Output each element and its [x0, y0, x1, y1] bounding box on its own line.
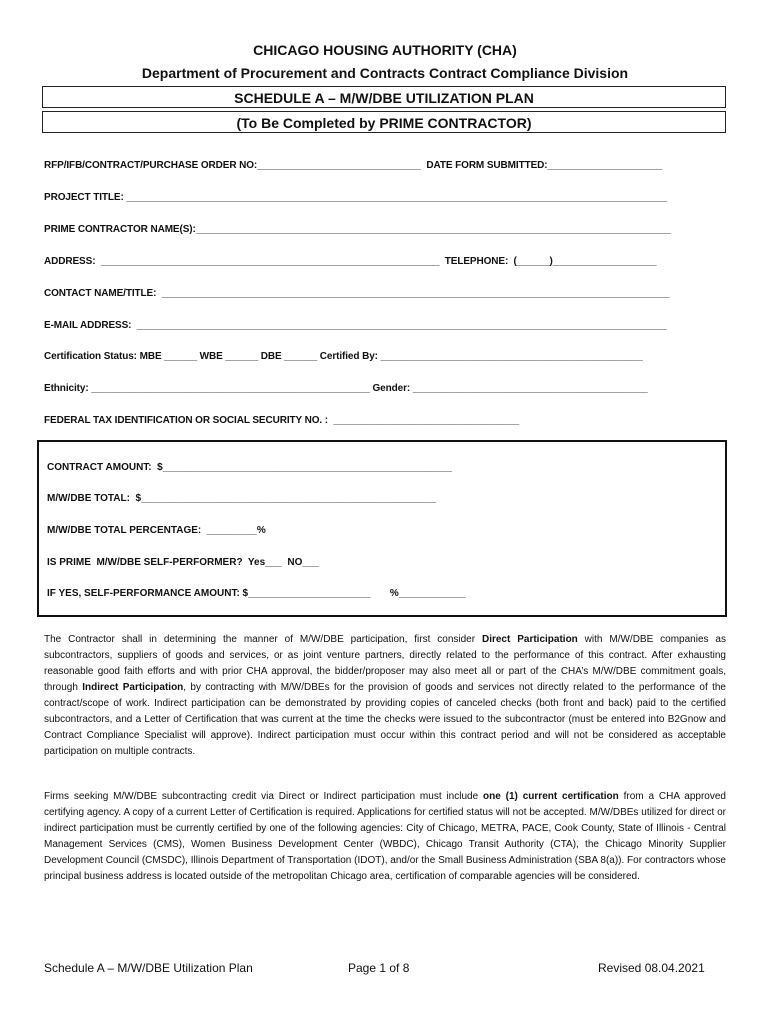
contract-amount-box: [37, 440, 727, 617]
self-performer-field[interactable]: IS PRIME M/W/DBE SELF-PERFORMER? Yes___ NO___: [47, 557, 320, 568]
prime-contractor-field[interactable]: PRIME CONTRACTOR NAME(S):_______________________________________________________________________________________: [44, 224, 671, 235]
mwdbe-total-field[interactable]: M/W/DBE TOTAL: $_____________________________________________________: [47, 493, 436, 504]
footer-revision-date: Revised 08.04.2021: [598, 961, 705, 975]
completion-instruction: (To Be Completed by PRIME CONTRACTOR): [42, 111, 726, 133]
contact-name-field[interactable]: CONTACT NAME/TITLE: _____________________________________________________________________________________________: [44, 288, 670, 299]
address-telephone-field[interactable]: ADDRESS: ______________________________________________________________ TELEPHONE: (______)___________________: [44, 256, 657, 267]
participation-paragraph: The Contractor shall in determining the manner of M/W/DBE participation, first consider Direct Participation with M/W/DBE companies as subcontractors, suppliers of goods and services, or as joint venture partners, directly related to the performance of this contract. After exhausting reasonable good faith efforts and with prior CHA approval, the bidder/proposer may also meet all or part of the CHA’s M/W/DBE commitment goals, through Indirect Participation, by contracting with M/W/DBEs for the provision of goods and services not directly related to the performance of the contract/scope of work. Indirect participation can be demonstrated by providing copies of canceled checks (both front and back) paid to the certified subcontractors, and a Letter of Certification that was current at the time the checks were issued to the subcontractor (must be entered into B2Gnow and Contract Compliance Specialist will approve). Indirect participation must occur within this contract period and will not be considered as acceptable participation on multiple contracts.: [44, 634, 726, 757]
contract-amount-field[interactable]: CONTRACT AMOUNT: $____________________________________________________: [47, 462, 452, 473]
self-performance-amount-field[interactable]: IF YES, SELF-PERFORMANCE AMOUNT: $______________________ %____________: [47, 588, 466, 599]
footer-page-number: Page 1 of 8: [348, 961, 410, 975]
rfp-number-field[interactable]: RFP/IFB/CONTRACT/PURCHASE ORDER NO:______________________________ DATE FORM SUBMITTED:_____________________: [44, 160, 663, 171]
certification-status-field[interactable]: Certification Status: MBE ______ WBE ______ DBE ______ Certified By: ________________________________________________: [44, 351, 643, 362]
org-heading: CHICAGO HOUSING AUTHORITY (CHA): [253, 42, 517, 58]
department-heading: Department of Procurement and Contracts Contract Compliance Division: [141, 65, 629, 81]
mwdbe-percentage-field[interactable]: M/W/DBE TOTAL PERCENTAGE: _________%: [47, 525, 266, 536]
certification-paragraph: Firms seeking M/W/DBE subcontracting credit via Direct or Indirect participation must include one (1) current certification from a CHA approved certifying agency. A copy of a current Letter of Certification is required. Applications for certified status will not be accepted. M/W/DBEs utilized for direct or indirect participation must be currently certified by one of the following agencies: City of Chicago, METRA, PACE, Cook County, State of Illinois - Central Management Services (CMS), Women Business Development Center (WBDC), Chicago Transit Authority (CTA), the Chicago Minority Supplier Development Council (CMSDC), Illinois Department of Transportation (IDOT), and/or the Small Business Administration (SBA 8(a)). For contractors whose principal business address is located outside of the metropolitan Chicago area, certification of comparable agencies will be considered.: [44, 791, 726, 882]
email-field[interactable]: E-MAIL ADDRESS: _________________________________________________________________________________________________: [44, 320, 667, 331]
ethnicity-gender-field[interactable]: Ethnicity: ___________________________________________________ Gender: ___________________________________________: [44, 383, 648, 394]
schedule-title: SCHEDULE A – M/W/DBE UTILIZATION PLAN: [42, 86, 726, 108]
footer-doc-title: Schedule A – M/W/DBE Utilization Plan: [44, 961, 253, 975]
tax-id-field[interactable]: FEDERAL TAX IDENTIFICATION OR SOCIAL SECURITY NO. : __________________________________: [44, 415, 520, 426]
project-title-field[interactable]: PROJECT TITLE: ___________________________________________________________________________________________________: [44, 192, 668, 203]
